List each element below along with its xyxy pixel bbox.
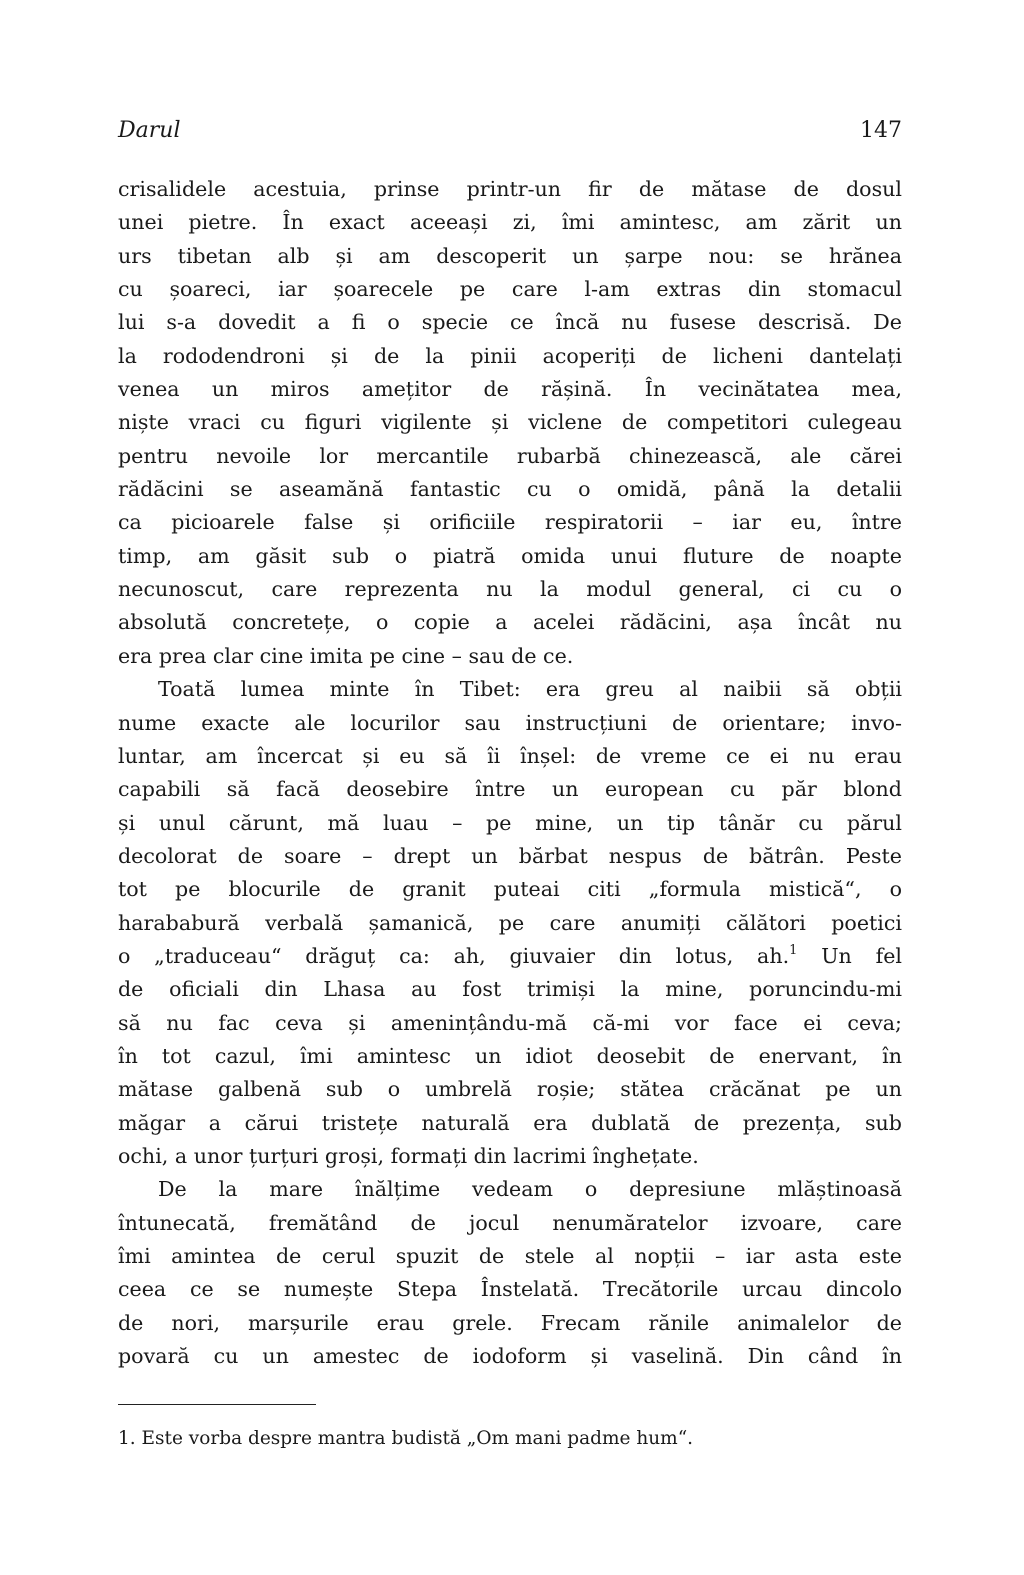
text-line-content: măgar a cărui tristețe naturală era dublată de prezența, sub: [118, 1110, 902, 1135]
text-line-content: o „traduceau“ drăguț ca: ah, giuvaier din lotus, ah.: [118, 943, 790, 968]
text-line-content: povară cu un amestec de iodoform și vaselină. Din când în: [118, 1344, 902, 1369]
text-line: [118, 740, 902, 773]
text-line-content: de nori, marșurile erau grele. Frecam rănile animalelor de: [118, 1310, 902, 1335]
text-line-content: rădăcini se aseamănă fantastic cu o omidă, până la detalii: [118, 477, 902, 502]
text-line: [118, 773, 902, 806]
text-line-content: De la mare înălțime vedeam o depresiune mlăștinoasă: [158, 1177, 902, 1202]
text-line-content: ceea ce se numește Stepa Înstelată. Trecătorile urcau dincolo: [118, 1277, 902, 1302]
text-line: [118, 1040, 902, 1073]
footnote-marker: 1: [789, 942, 798, 958]
text-line: [118, 907, 902, 940]
text-line-content: îmi amintea de cerul spuzit de stele al nopții – iar asta este: [118, 1244, 902, 1268]
text-line-continuation: Un fel: [797, 943, 902, 968]
text-line: [118, 306, 902, 339]
text-line-content: unei pietre. În exact aceeași zi, îmi amintesc, am zărit un: [118, 210, 902, 235]
text-line-content: cu șoareci, iar șoarecele pe care l-am extras din stomacul: [118, 277, 902, 302]
text-line: [118, 1307, 902, 1340]
body-text: [118, 173, 902, 1373]
text-line-content: să nu fac ceva și amenințându-mă că-mi vor face ei ceva;: [118, 1010, 902, 1035]
text-line: [118, 1073, 902, 1106]
text-line: [118, 1140, 902, 1173]
text-line-content: niște vraci cu figuri vigilente și viclene de competitori culegeau: [118, 410, 902, 435]
text-line: [118, 673, 902, 706]
text-line: [118, 373, 902, 406]
text-line-content: timp, am găsit sub o piatră omida unui fluture de noapte: [118, 543, 902, 568]
text-line: [118, 873, 902, 906]
text-line-content: lui s-a dovedit a fi o specie ce încă nu fusese descrisă. De: [118, 310, 902, 335]
text-line-content: decolorat de soare – drept un bărbat nespus de bătrân. Peste: [118, 843, 902, 868]
text-line-content: pentru nevoile lor mercantile rubarbă chinezească, ale cărei: [118, 443, 902, 468]
text-line-content: absolută concretețe, o copie a acelei rădăcini, așa încât nu: [118, 610, 902, 635]
running-title: Darul: [118, 118, 181, 143]
text-line-content: luntar, am încercat și eu să îi înșel: de vreme ce ei nu erau: [118, 743, 902, 768]
text-line-content: ca picioarele false și orificiile respiratorii – iar eu, între: [118, 510, 902, 535]
text-line-content: Toată lumea minte în Tibet: era greu al naibii să obții: [158, 677, 902, 702]
text-line-content: nume exacte ale locurilor sau instrucțiuni de orientare; invo-: [118, 710, 902, 735]
text-line: [118, 240, 902, 273]
text-line-content: și unul cărunt, mă luau – pe mine, un tip tânăr cu părul: [118, 810, 902, 835]
text-line: [118, 1107, 902, 1140]
text-line: [118, 840, 902, 873]
text-line: [118, 206, 902, 239]
text-line: [118, 1340, 902, 1373]
text-line: [118, 273, 902, 306]
text-line-content: urs tibetan alb și am descoperit un șarpe nou: se hrănea: [118, 243, 902, 268]
text-line: [118, 1273, 902, 1306]
text-line-content: crisalidele acestuia, prinse printr-un fir de mătase de dosul: [118, 177, 902, 201]
text-line-content: necunoscut, care reprezenta nu la modul general, ci cu o: [118, 577, 902, 602]
text-line: [118, 440, 902, 473]
text-line: [118, 1207, 902, 1240]
text-line: [118, 173, 902, 206]
page-number: 147: [860, 118, 902, 143]
text-line-content: tot pe blocurile de granit puteai citi „formula mistică“, o: [118, 877, 902, 902]
text-line-content: venea un miros amețitor de rășină. În vecinătatea mea,: [118, 377, 902, 402]
text-line: [118, 340, 902, 373]
text-line: [118, 640, 902, 673]
text-line-content: mătase galbenă sub o umbrelă roșie; stătea crăcănat pe un: [118, 1077, 902, 1102]
text-line: [118, 1240, 902, 1273]
text-line: [118, 973, 902, 1006]
text-line-content: la rododendroni și de la pinii acoperiți de licheni dantelați: [118, 343, 902, 368]
text-line: [118, 540, 902, 573]
footnote-separator: [118, 1404, 316, 1405]
text-line-content: ochi, a unor țurțuri groși, formați din lacrimi înghețate.: [118, 1143, 699, 1168]
text-line: [118, 606, 902, 639]
text-line-content: întunecată, fremătând de jocul nenumăratelor izvoare, care: [118, 1210, 902, 1235]
text-line-content: harababură verbală șamanică, pe care anumiți călători poetici: [118, 910, 902, 935]
text-line: [118, 707, 902, 740]
text-line: [118, 573, 902, 606]
text-line: [118, 506, 902, 539]
text-line: [118, 940, 902, 973]
footnote: 1. Este vorba despre mantra budistă „Om mani padme hum“.: [118, 1428, 694, 1449]
text-line-content: era prea clar cine imita pe cine – sau de ce.: [118, 643, 574, 668]
text-line: [118, 807, 902, 840]
text-line: [118, 1173, 902, 1206]
text-line-content: capabili să facă deosebire între un european cu păr blond: [118, 777, 902, 802]
text-line: [118, 1007, 902, 1040]
text-line-content: în tot cazul, îmi amintesc un idiot deosebit de enervant, în: [118, 1043, 902, 1068]
text-line: [118, 473, 902, 506]
text-line: [118, 406, 902, 439]
text-line-content: de oficiali din Lhasa au fost trimiși la mine, poruncindu-mi: [118, 977, 902, 1002]
